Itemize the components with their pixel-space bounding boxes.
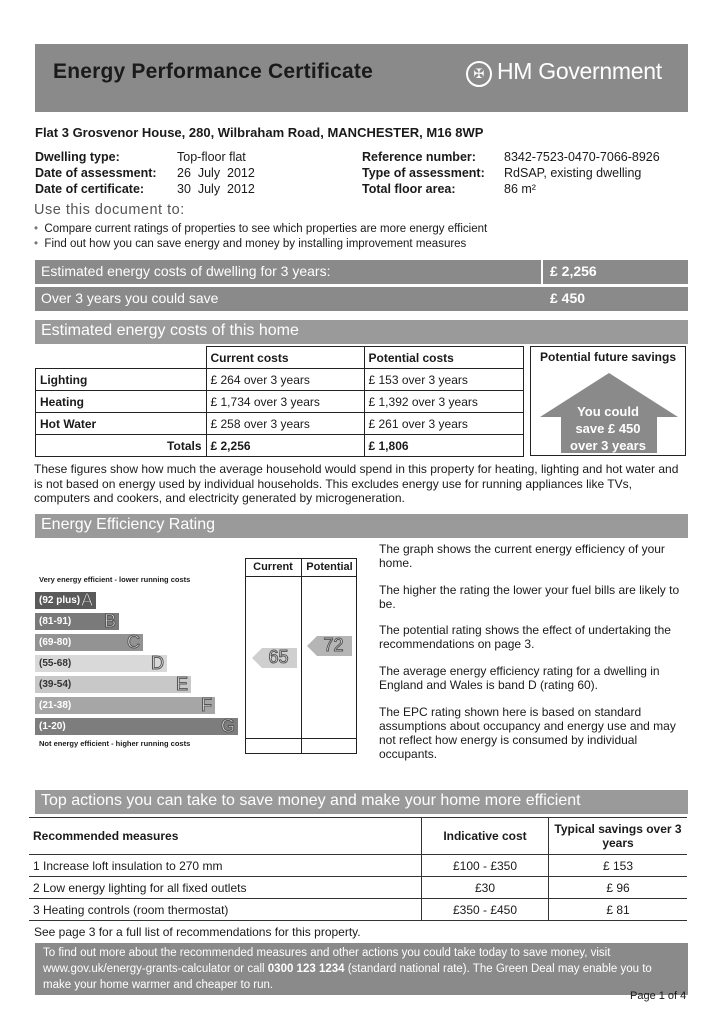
costs-table — [35, 346, 524, 457]
band-range: (81-91) — [39, 616, 72, 627]
reference-label: Reference number: — [362, 150, 476, 164]
page-title: Energy Performance Certificate — [53, 60, 373, 83]
rating-section-title: Energy Efficiency Rating — [35, 514, 688, 538]
very-efficient-note: Very energy efficient - lower running costs — [39, 575, 191, 584]
cost-header: Indicative cost — [422, 818, 549, 855]
estimated-costs-label: Estimated energy costs of dwelling for 3 years: — [41, 263, 331, 279]
table-row: Hot Water £ 258 over 3 years £ 261 over 3 years — [36, 413, 524, 435]
assessment-type-label: Type of assessment: — [362, 166, 485, 180]
could-save-value: £ 450 — [550, 290, 586, 306]
could-save-label: Over 3 years you could save — [41, 290, 219, 306]
current-rating-value: 65 — [268, 647, 289, 667]
list-item: • Find out how you can save energy and money by installing improvement measures — [34, 238, 467, 250]
potential-rating-arrow — [307, 636, 352, 656]
savings-badge: You could save £ 450 over 3 years — [570, 404, 646, 453]
assessment-date-label: Date of assessment: — [35, 166, 157, 180]
band-letter: B — [103, 611, 116, 631]
property-address: Flat 3 Grosvenor House, 280, Wilbraham Road, MANCHESTER, M16 8WP — [35, 125, 484, 140]
rating-band-b — [35, 613, 119, 630]
certificate-date-value: 30 July 2012 — [177, 182, 255, 196]
rating-band-c — [35, 634, 143, 651]
band-letter: G — [220, 716, 235, 736]
table-row: Lighting £ 264 over 3 years £ 153 over 3 years — [36, 369, 524, 391]
floor-area-value: 86 m² — [504, 182, 536, 196]
rating-band-a — [35, 592, 96, 609]
use-document-title: Use this document to: — [34, 202, 185, 218]
estimated-costs-value: £ 2,256 — [550, 263, 597, 279]
band-range: (1-20) — [39, 721, 66, 732]
gov-logo-text: HM Government — [497, 58, 662, 84]
rating-band-d — [35, 655, 167, 672]
measures-header: Recommended measures — [29, 818, 422, 855]
band-range: (92 plus) — [39, 595, 81, 606]
band-letter: D — [151, 653, 164, 673]
royal-crest-icon: ✠ — [466, 61, 492, 87]
current-column-header: Current — [253, 561, 293, 573]
certificate-date-label: Date of certificate: — [35, 182, 145, 196]
rating-info-3: The potential rating shows the effect of undertaking the recommendations on page 3. — [379, 623, 671, 651]
band-letter: A — [80, 590, 93, 610]
savings-header: Typical savings over 3 years — [549, 818, 688, 855]
costs-section-title: Estimated energy costs of this home — [35, 320, 688, 344]
dwelling-type-label: Dwelling type: — [35, 150, 120, 164]
future-savings-header: Potential future savings — [539, 350, 677, 364]
band-range: (21-38) — [39, 700, 72, 711]
table-row: 3 Heating controls (room thermostat) £350 - £450 £ 81 — [29, 899, 687, 921]
assessment-date-value: 26 July 2012 — [177, 166, 255, 180]
band-letter: E — [175, 674, 188, 694]
rating-info-4: The average energy efficiency rating for a dwelling in England and Wales is band D (rating 60). — [379, 664, 660, 692]
measures-table — [29, 817, 687, 921]
footer-info-box: To find out more about the recommended measures and other actions you could take today to save money, visit www.gov.uk/energy-grants-calculator or call 0300 123 1234 (standard national rate). The Green Deal may enable you to make your home warmer and cheaper to run. — [35, 943, 688, 995]
potential-column-header: Potential — [306, 561, 353, 573]
not-efficient-note: Not energy efficient - higher running costs — [39, 739, 191, 748]
page-number: Page 1 of 4 — [630, 990, 687, 1002]
savings-column — [530, 346, 686, 456]
reference-value: 8342-7523-0470-7066-8926 — [504, 150, 660, 164]
potential-costs-header: Potential costs — [364, 347, 524, 369]
actions-section-title: Top actions you can take to save money and make your home more efficient — [35, 790, 688, 814]
costs-note: These figures show how much the average household would spend in this property for heating, lighting and hot water and is not based on energy used by individual households. This excludes energy use for running appliances like TVs, computers and cookers, and electricity generated by microgeneration. — [34, 462, 679, 505]
potential-rating-value: 72 — [323, 635, 344, 655]
dwelling-type-value: Top-floor flat — [177, 150, 246, 164]
current-rating-arrow — [252, 648, 297, 668]
see-page-note: See page 3 for a full list of recommendations for this property. — [34, 925, 361, 939]
floor-area-label: Total floor area: — [362, 182, 456, 196]
rating-band-f — [35, 697, 215, 714]
band-range: (69-80) — [39, 637, 72, 648]
estimated-costs-bar — [35, 260, 688, 284]
table-row: 1 Increase loft insulation to 270 mm £100 - £350 £ 153 — [29, 855, 687, 877]
rating-info-1: The graph shows the current energy efficiency of your home. — [379, 542, 665, 570]
band-letter: F — [201, 695, 212, 715]
list-item: • Compare current ratings of properties to see which properties are more energy efficient — [34, 223, 488, 235]
table-row: Totals £ 2,256 £ 1,806 — [36, 435, 524, 457]
table-row: 2 Low energy lighting for all fixed outlets £30 £ 96 — [29, 877, 687, 899]
table-row: Heating £ 1,734 over 3 years £ 1,392 over 3 years — [36, 391, 524, 413]
band-range: (55-68) — [39, 658, 72, 669]
assessment-type-value: RdSAP, existing dwelling — [504, 166, 642, 180]
could-save-bar — [35, 287, 688, 311]
rating-band-e — [35, 676, 191, 693]
band-letter: C — [127, 632, 140, 652]
current-costs-header: Current costs — [206, 347, 364, 369]
band-range: (39-54) — [39, 679, 72, 690]
rating-info-2: The higher the rating the lower your fuel bills are likely to be. — [379, 583, 680, 611]
rating-info-5: The EPC rating shown here is based on standard assumptions about occupancy and energy use and may not reflect how energy is consumed by individual occupants. — [379, 705, 676, 761]
phone-number: 0300 123 1234 — [267, 963, 345, 975]
rating-band-g — [35, 718, 238, 735]
